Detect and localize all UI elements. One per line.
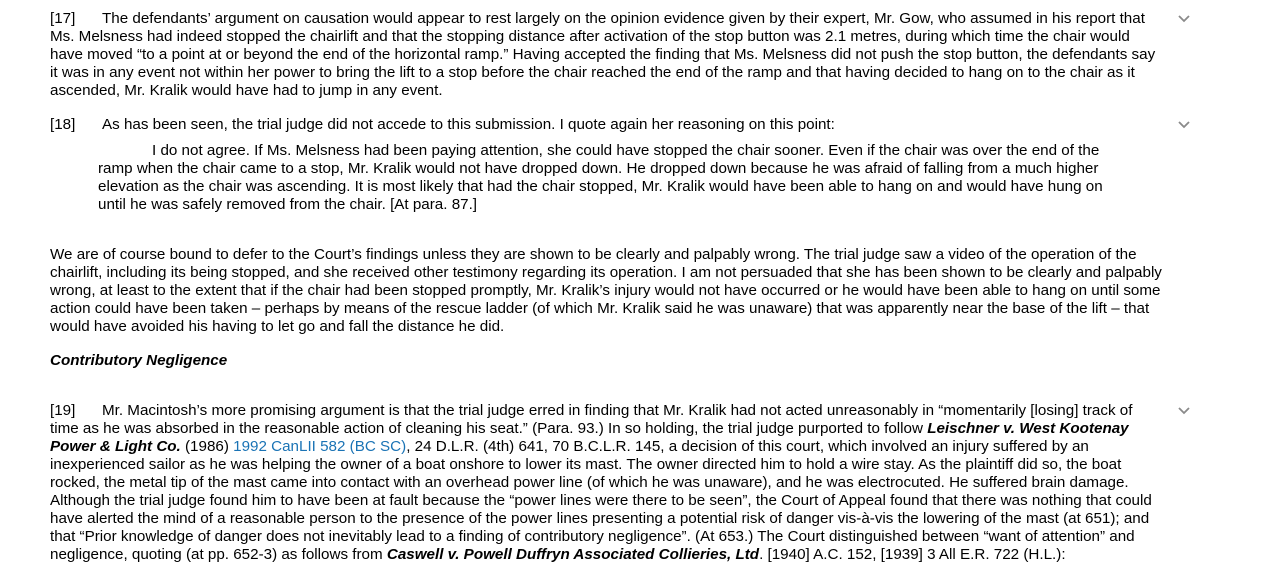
paragraph-text-3: , 24 D.L.R. (4th) 641, 70 B.C.L.R. 145, a decision of this court, which involved an injury suffered by an inexperienced sailor as he was helping the owner of a boat onshore to lower its mast. The owner directed him to hold a wire stay. As the plaintiff did so, the boat rocked, the metal tip of the mast came into contact with an overhead power line (of which he was unaware), and he was electrocuted. He suffered brain damage. Although the trial judge found him to have been at fault because the “power lines were there to be seen”, the Court of Appeal found that there was nothing that could have alerted the mind of a reasonable person to the presence of the power lines presenting a potential risk of danger vis-à-vis the lowering of the mast (at 651); and that “Prior knowledge of danger does not inevitably lead to a finding of contributory negligence”. (At 653.) The Court distinguished between “want of attention” and negligence, quoting (at pp. 652-3) as follows from — [50, 438, 1152, 563]
block-quote — [98, 142, 1108, 214]
continuation-paragraph: We are of course bound to defer to the Court’s findings unless they are shown to be clearly and palpably wrong. The trial judge saw a video of the operation of the chairlift, including its being stopped, and she received other testimony regarding its operation. I am not persuaded that she has been shown to be clearly and palpably wrong, at least to the extent that if the chair had been stopped promptly, Mr. Kralik’s injury would not have occurred or he would have been able to hang on until some action could have been taken – perhaps by means of the rescue ladder (of which Mr. Kralik said he was unaware) that was apparently near the base of the lift – that would have avoided his having to let go and fall the distance he did. — [50, 246, 1162, 335]
quote-text: I do not agree. If Ms. Melsness had been paying attention, she could have stopped the chair sooner. Even if the chair was over the end of the ramp when the chair came to a stop, Mr. Kralik would not have dropped down. He dropped down because he was afraid of falling from a much higher elevation as the chair was ascending. It is most likely that had the chair stopped, Mr. Kralik would have been able to hang on and would have hung on until he was safely removed from the chair. [At para. 87.] — [98, 142, 1103, 213]
paragraph-text-4: . [1940] A.C. 152, [1939] 3 All E.R. 722 (H.L.): — [759, 546, 1066, 563]
chevron-down-icon[interactable] — [1176, 405, 1192, 417]
chevron-down-icon[interactable] — [1176, 119, 1192, 131]
paragraph-text: The defendants’ argument on causation would appear to rest largely on the opinion evidence given by their expert, Mr. Gow, who assumed in his report that Ms. Melsness had indeed stopped the chairlift and that the stopping distance after activation of the stop button was 2.1 metres, during which time the chair would have moved “to a point at or beyond the end of the horizontal ramp.” Having accepted the finding that Ms. Melsness did not push the stop button, the defendants say it was in any event not within her power to bring the lift to a stop before the chair reached the end of the ramp and that having decided to hang on to the chair as it ascended, Mr. Kralik would have had to jump in any event. — [50, 10, 1156, 99]
case-name: Leischner v. West Kootenay Power & Light Co. — [50, 420, 1129, 455]
paragraph-number: [19] — [50, 402, 76, 419]
paragraph-text-2: (1986) — [180, 438, 234, 455]
paragraph-number: [17] — [50, 10, 76, 27]
section-heading: Contributory Negligence — [50, 352, 228, 369]
chevron-down-icon[interactable] — [1176, 13, 1192, 25]
paragraph-18 — [50, 116, 1162, 134]
paragraph-text: As has been seen, the trial judge did not accede to this submission. I quote again her reasoning on this point: — [102, 116, 835, 133]
case-name: Caswell v. Powell Duffryn Associated Collieries, Ltd — [386, 546, 760, 563]
citation-link[interactable]: 1992 CanLII 582 (BC SC) — [233, 438, 407, 455]
paragraph-19 — [50, 402, 1162, 564]
paragraph-number: [18] — [50, 116, 76, 133]
paragraph-17 — [50, 10, 1162, 100]
paragraph-text-1: Mr. Macintosh’s more promising argument is that the trial judge erred in finding that Mr. Kralik had not acted unreasonably in “momentarily [losing] track of time as he was absorbed in the reasonable action of cleaning his seat.” (Para. 93.) In so holding, the trial judge purported to follow — [50, 402, 1133, 437]
